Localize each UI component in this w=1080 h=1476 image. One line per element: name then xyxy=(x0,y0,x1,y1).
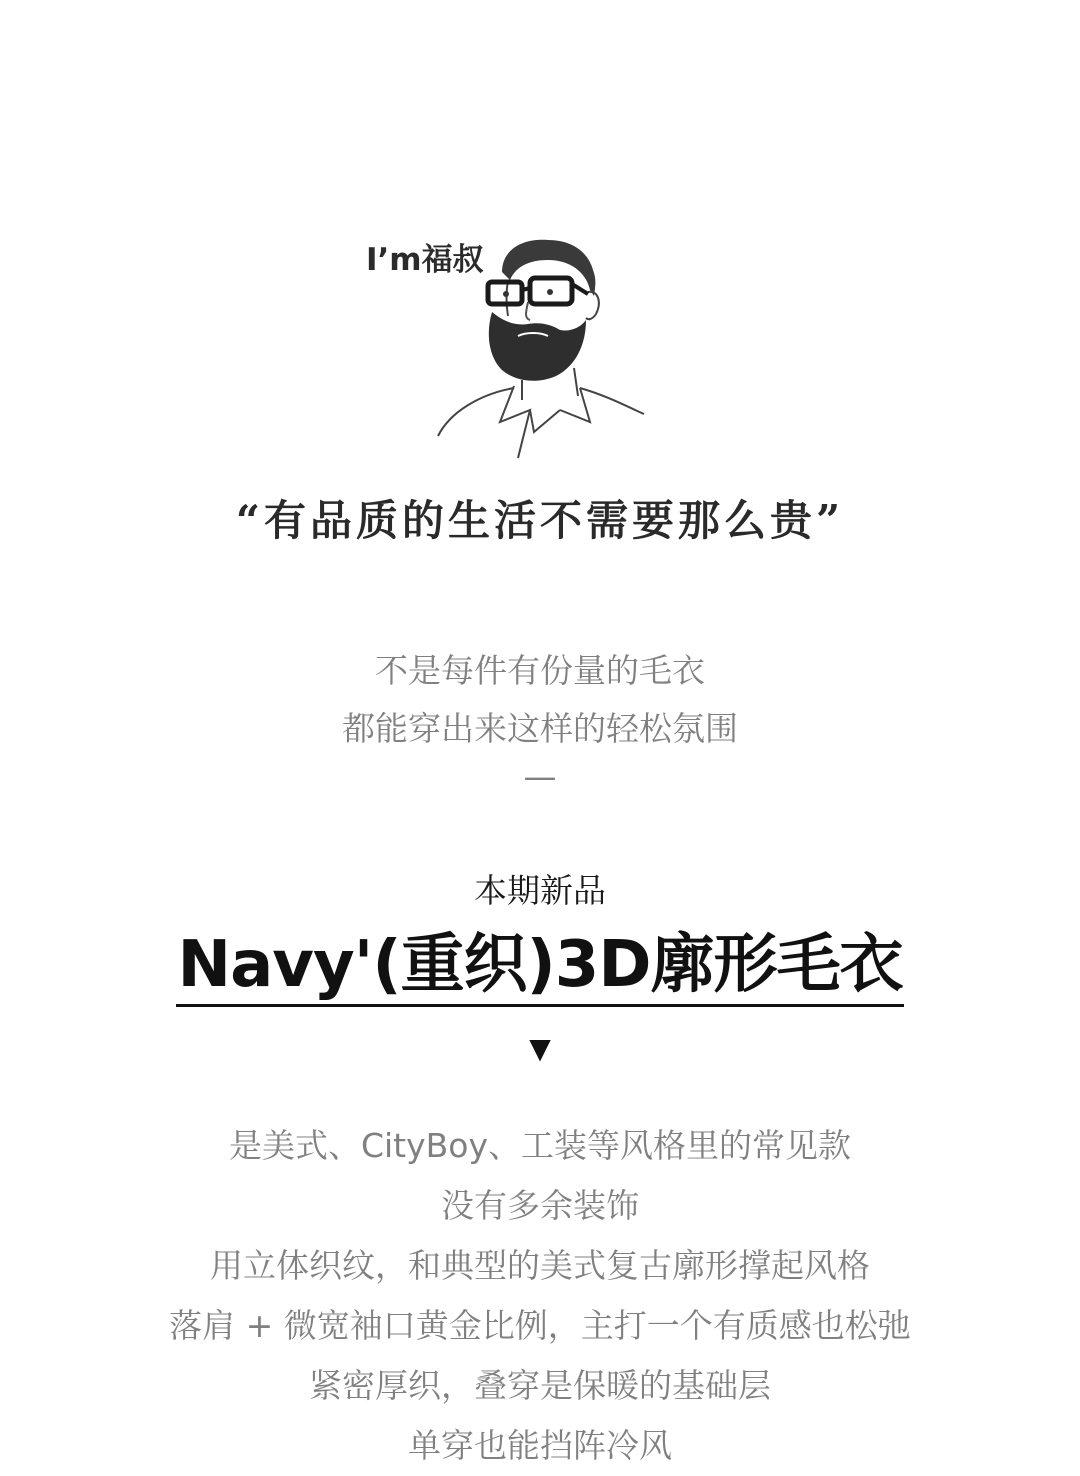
slogan-quote: “有品质的生活不需要那么贵” xyxy=(235,496,845,545)
bearded-man-portrait-icon xyxy=(430,232,650,464)
intro-label: I’m福叔 xyxy=(366,242,484,278)
divider-dash: — xyxy=(523,757,557,796)
description-line: 用立体织纹，和典型的美式复古廓形撑起风格 xyxy=(210,1246,870,1285)
description-line: 落肩 + 微宽袖口黄金比例，主打一个有质感也松弛 xyxy=(169,1306,911,1345)
lead-line: 都能穿出来这样的轻松氛围 xyxy=(342,709,738,748)
section-label: 本期新品 xyxy=(474,871,606,910)
lead-paragraph xyxy=(0,642,1080,758)
description-line: 没有多余装饰 xyxy=(441,1186,639,1225)
product-title xyxy=(0,928,1080,1007)
description-paragraph xyxy=(0,1116,1080,1476)
description-line: 单穿也能挡阵冷风 xyxy=(408,1426,672,1465)
description-line: 是美式、CityBoy、工装等风格里的常见款 xyxy=(228,1126,852,1165)
lead-line: 不是每件有份量的毛衣 xyxy=(375,651,705,690)
product-title-text: Navy'(重织)3D廓形毛衣 xyxy=(176,930,905,1007)
down-triangle-icon: ▼ xyxy=(529,1032,551,1065)
description-line: 紧密厚织，叠穿是保暖的基础层 xyxy=(309,1366,771,1405)
